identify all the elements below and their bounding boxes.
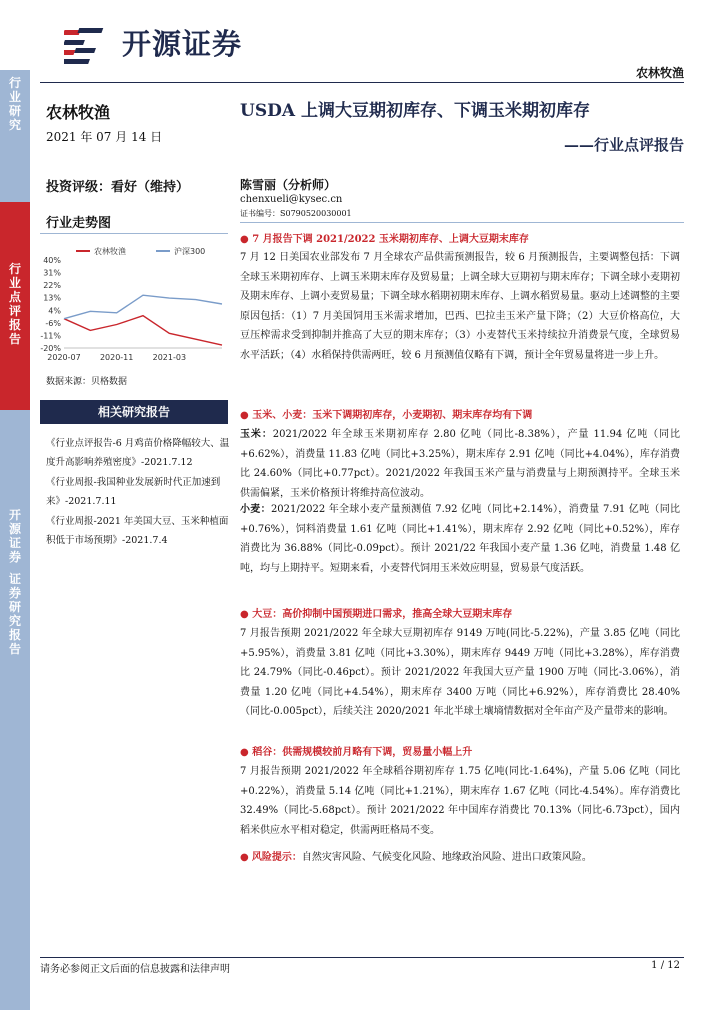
side-band-bottom: 开 源 证 券 证 券 研 究 报 告 [0, 410, 30, 1010]
related-reports-title: 相关研究报告 [40, 400, 228, 424]
legend-label: 农林牧渔 [94, 247, 126, 256]
section-heading: ● 玉米、小麦：玉米下调期初库存，小麦期初、期末库存均有下调 [240, 410, 533, 421]
y-tick-label: -20% [40, 344, 61, 353]
related-report-item[interactable]: 《行业点评报告-6 月鸡苗价格降幅较大、温度升高影响养殖密度》-2021.7.12 [46, 438, 230, 468]
risk-note: ● 风险提示：自然灾害风险、气候变化风险、地缘政治风险、进出口政策风险。 [240, 852, 592, 863]
y-tick-label: 13% [43, 293, 61, 303]
y-tick-label: 22% [43, 281, 61, 291]
report-title: USDA 上调大豆期初库存、下调玉米期初库存 [240, 101, 590, 121]
trend-divider [40, 233, 228, 234]
x-tick-label: 2020-07 [47, 353, 81, 362]
section-body: 7 月报告预期 2021/2022 年全球大豆期初库存 9149 万吨(同比-5.22%)，产量 3.85 亿吨（同比+5.95%），消费量 3.81 亿吨（同比+3.30%），期末库存 9449 万吨（同比+3.28%），库存消费比 24.79%（同比-0.46pct）。预计 2021/2022 年我国大豆产量 1900 万吨（同比-3.06%），消费量 1.20 亿吨（同比+4.54%），期末库存 3400 万吨（同比+6.92%），库存消费比 28.40%（同比-0.005pct），后续关注 2020/2021 年北半球土壤墒情数据对全年亩产及产量带来的影响。 [240, 628, 680, 717]
sector-name: 农林牧渔 [46, 103, 111, 122]
y-tick-label: 4% [48, 306, 61, 316]
header-sector-tag: 农林牧渔 [635, 66, 684, 80]
side-band-middle: 行 业 点 评 报 告 [0, 202, 30, 410]
section-body: 玉米：2021/2022 年全球玉米期初库存 2.80 亿吨（同比-8.38%），产量 11.94 亿吨（同比+6.62%），消费量 11.83 亿吨（同比+3.25%），期末库存 2.91 亿吨（同比+4.04%），库存消费比 24.60%（同比+0.77pct）。2021/2022 年我国玉米产量与消费量与上期预测持平。全球玉米供需偏紧，玉米价格预计将维持高位波动。 [240, 429, 681, 499]
main-divider [240, 222, 684, 223]
section-heading: ● 稻谷：供需规模较前月略有下调，贸易量小幅上升 [240, 747, 473, 758]
page-number: 1 / 12 [651, 960, 680, 971]
related-reports-list [46, 434, 232, 551]
y-tick-label: 40% [43, 256, 61, 265]
section-heading: ● 7 月报告下调 2021/2022 玉米期初库存、上调大豆期末库存 [240, 234, 529, 245]
header-divider [40, 82, 684, 83]
analyst-email[interactable]: chenxueli@kysec.cn [240, 194, 343, 205]
brand-name: 开源证券 [122, 27, 243, 61]
series-line [64, 316, 222, 345]
footer-disclaimer: 请务必参阅正文后面的信息披露和法律声明 [40, 964, 230, 975]
bullet-icon: ● [240, 609, 249, 620]
section-body: 7 月报告预期 2021/2022 年全球稻谷期初库存 1.75 亿吨(同比-1.64%)，产量 5.06 亿吨（同比+0.22%），消费量 5.14 亿吨（同比+1.21%），期末库存 1.67 亿吨（同比-4.54%）。库存消费比 32.49%（同比-5.68pct）。预计 2021/2022 年中国库存消费比 70.13%（同比-6.73pct），国内稻米供应水平相对稳定，供需两旺格局不变。 [240, 766, 680, 836]
bullet-icon: ● [240, 234, 249, 245]
section-heading: ● 大豆：高价抑制中国预期进口需求，推高全球大豆期末库存 [240, 609, 513, 620]
analyst-cert: 证书编号：S0790520030001 [240, 209, 352, 218]
x-tick-label: 2020-11 [99, 353, 134, 362]
legend-label: 沪深300 [174, 247, 206, 256]
brand-logo-icon [64, 26, 108, 68]
trend-chart [36, 244, 228, 366]
y-tick-label: 31% [43, 268, 61, 278]
y-tick-label: -11% [40, 331, 61, 341]
section-body: 7 月 12 日美国农业部发布 7 月全球农产品供需预测报告，较 6 月预测报告，主要调整包括：下调全球玉米期初库存、上调玉米期末库存及贸易量；上调全球大豆期初与期末库存；下调全球小麦期初及期末库存、上调小麦贸易量；下调全球水稻期初期末库存、上调水稻贸易量。驱动上述调整的主要原因包括：（1）7 月美国饲用玉米需求增加，巴西、巴拉圭玉米产量下降；（2）大豆价格高位，大豆压榨需求受到抑制并推高了大豆的期末库存；（3）小麦替代玉米持续拉升消费景气度，全球贸易水平活跃；（4）水稻保持供需两旺，较 6 月预测值仅略有下调，预计全年贸易量将进一步上升。 [240, 252, 680, 361]
report-date: 2021 年 07 月 14 日 [46, 130, 163, 144]
related-report-item[interactable]: 《行业周报-2021 年美国大豆、玉米种植面积低于市场预期》-2021.7.4 [46, 516, 229, 546]
chart-source: 数据来源：贝格数据 [46, 377, 128, 387]
footer-divider [40, 957, 684, 958]
section-body: 小麦：2021/2022 年全球小麦产量预测值 7.92 亿吨（同比+2.14%），消费量 7.91 亿吨（同比+0.76%），饲料消费量 1.61 亿吨（同比+1.41%），期末库存 2.92 亿吨（同比+0.52%），库存消费比为 36.88%（同比-0.09pct）。预计 2021/22 年我国小麦产量 1.36 亿吨，消费量 1.48 亿吨，均与上期持平。短期来看，小麦替代饲用玉米效应明显，贸易景气度活跃。 [240, 504, 681, 574]
investment-rating: 投资评级：看好（维持） [46, 180, 190, 195]
report-subtitle: ——行业点评报告 [563, 136, 684, 154]
related-report-item[interactable]: 《行业周报-我国种业发展新时代正加速到来》-2021.7.11 [46, 477, 221, 507]
x-tick-label: 2021-03 [152, 353, 187, 362]
bullet-icon: ● [240, 852, 249, 863]
y-tick-label: -6% [45, 318, 61, 328]
bullet-icon: ● [240, 410, 249, 421]
bullet-icon: ● [240, 747, 249, 758]
side-band-top: 行 业 研 究 [0, 70, 30, 202]
trend-chart-title: 行业走势图 [46, 216, 112, 231]
analyst-name: 陈雪丽（分析师） [240, 178, 337, 192]
